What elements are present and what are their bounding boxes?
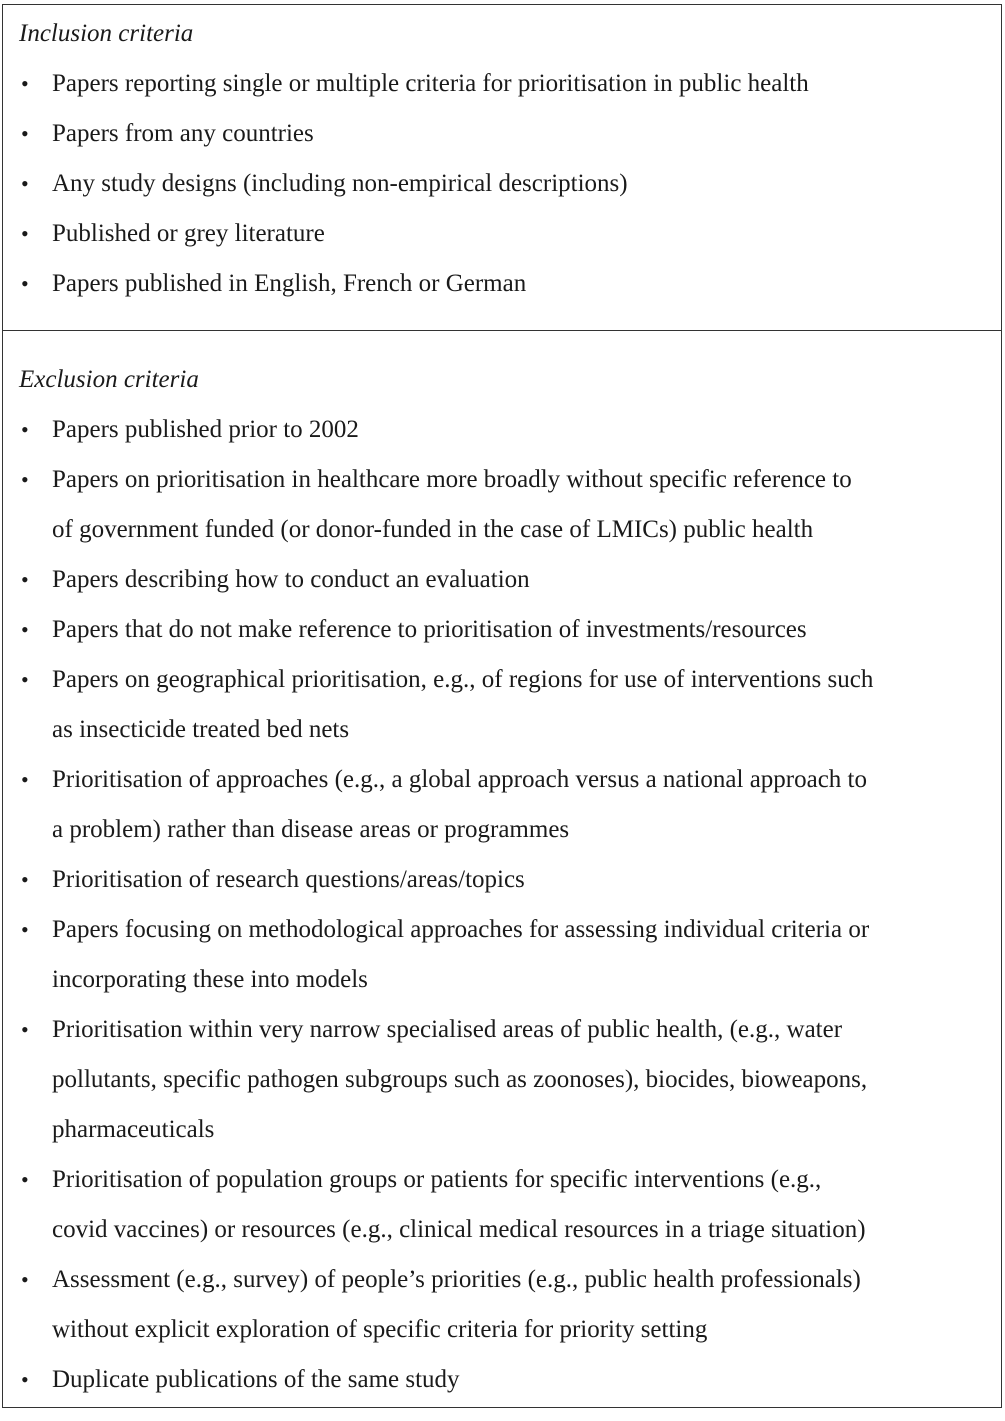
- criteria-item-text: without explicit exploration of specific criteria for priority setting: [52, 1316, 708, 1343]
- bullet-icon: •: [21, 767, 29, 792]
- criteria-list-item: [3, 405, 1001, 455]
- inclusion-list: [3, 59, 1001, 309]
- bullet-icon: •: [21, 1167, 29, 1192]
- inclusion-section: [3, 5, 1001, 331]
- inclusion-heading: Inclusion criteria: [19, 20, 194, 47]
- criteria-item-text: Papers from any countries: [52, 120, 314, 147]
- criteria-list-item: [3, 259, 1001, 309]
- criteria-list-item: [3, 555, 1001, 605]
- criteria-list-item: [3, 855, 1001, 905]
- criteria-table: [2, 4, 1002, 1408]
- criteria-item-text: Papers on prioritisation in healthcare more broadly without specific reference to: [52, 466, 852, 493]
- criteria-item-text: incorporating these into models: [52, 966, 368, 993]
- criteria-item-text: covid vaccines) or resources (e.g., clinical medical resources in a triage situation): [52, 1216, 866, 1243]
- exclusion-heading: Exclusion criteria: [19, 366, 199, 393]
- criteria-item-text: Any study designs (including non-empirical descriptions): [52, 170, 628, 197]
- criteria-item-text: Prioritisation of approaches (e.g., a global approach versus a national approach to: [52, 766, 868, 793]
- criteria-item-text: Prioritisation of research questions/areas/topics: [52, 866, 525, 893]
- criteria-item-text: Papers on geographical prioritisation, e.g., of regions for use of interventions such: [52, 666, 874, 693]
- criteria-item-text: Published or grey literature: [52, 220, 325, 247]
- criteria-list-item: [3, 655, 1001, 755]
- bullet-icon: •: [21, 221, 29, 246]
- criteria-item-text: Papers reporting single or multiple criteria for prioritisation in public health: [52, 70, 809, 97]
- bullet-icon: •: [21, 617, 29, 642]
- criteria-item-text: Prioritisation of population groups or patients for specific interventions (e.g.,: [52, 1166, 822, 1193]
- criteria-list-item: [3, 209, 1001, 259]
- criteria-list-item: [3, 1155, 1001, 1255]
- criteria-item-text: Papers focusing on methodological approaches for assessing individual criteria or: [52, 916, 870, 943]
- criteria-list-item: [3, 1255, 1001, 1355]
- bullet-icon: •: [21, 121, 29, 146]
- exclusion-list: [3, 405, 1001, 1405]
- bullet-icon: •: [21, 1367, 29, 1392]
- bullet-icon: •: [21, 71, 29, 96]
- bullet-icon: •: [21, 1017, 29, 1042]
- criteria-list-item: [3, 1355, 1001, 1405]
- criteria-item-text: pharmaceuticals: [52, 1116, 215, 1143]
- criteria-list-item: [3, 1005, 1001, 1155]
- criteria-item-text: Papers published in English, French or German: [52, 270, 527, 297]
- bullet-icon: •: [21, 271, 29, 296]
- bullet-icon: •: [21, 917, 29, 942]
- criteria-item-text: Papers that do not make reference to prioritisation of investments/resources: [52, 616, 807, 643]
- criteria-item-text: pollutants, specific pathogen subgroups such as zoonoses), biocides, bioweapons,: [52, 1066, 868, 1093]
- criteria-list-item: [3, 605, 1001, 655]
- criteria-item-text: Assessment (e.g., survey) of people’s priorities (e.g., public health professionals): [52, 1266, 861, 1293]
- bullet-icon: •: [21, 1267, 29, 1292]
- criteria-item-text: Papers describing how to conduct an evaluation: [52, 566, 530, 593]
- criteria-item-text: Duplicate publications of the same study: [52, 1366, 460, 1393]
- bullet-icon: •: [21, 171, 29, 196]
- exclusion-section: [3, 331, 1001, 1407]
- criteria-item-text: of government funded (or donor-funded in the case of LMICs) public health: [52, 516, 814, 543]
- bullet-icon: •: [21, 867, 29, 892]
- bullet-icon: •: [21, 567, 29, 592]
- criteria-item-text: a problem) rather than disease areas or programmes: [52, 816, 570, 843]
- bullet-icon: •: [21, 467, 29, 492]
- criteria-list-item: [3, 159, 1001, 209]
- criteria-item-text: as insecticide treated bed nets: [52, 716, 350, 743]
- criteria-list-item: [3, 455, 1001, 555]
- criteria-item-text: Prioritisation within very narrow specialised areas of public health, (e.g., water: [52, 1016, 843, 1043]
- bullet-icon: •: [21, 667, 29, 692]
- criteria-list-item: [3, 905, 1001, 1005]
- bullet-icon: •: [21, 417, 29, 442]
- criteria-list-item: [3, 109, 1001, 159]
- criteria-list-item: [3, 755, 1001, 855]
- criteria-list-item: [3, 59, 1001, 109]
- criteria-item-text: Papers published prior to 2002: [52, 416, 359, 443]
